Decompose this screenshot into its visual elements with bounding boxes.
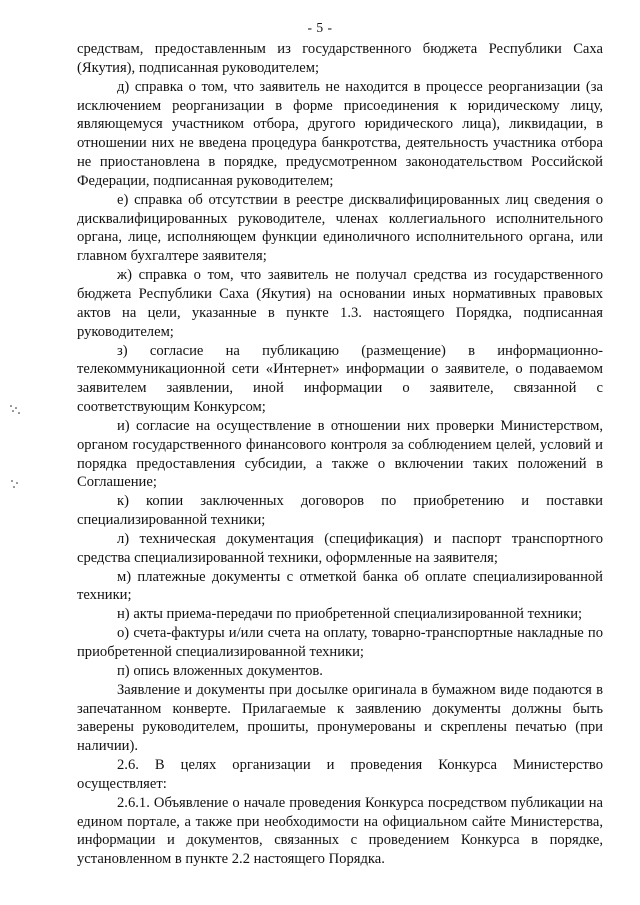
paragraph: 2.6. В целях организации и проведения Конкурса Министерство осуществляет:	[77, 757, 603, 792]
paragraph: д) справка о том, что заявитель не находится в процессе реорганизации (за исключением реорганизации в форме присоединения к юридическому лицу, являющемуся участником отбора, другого юридического лица), ликвидации, в отношении них не введена процедура банкротства, деятельность участника отбора не приостановлена в порядке, предусмотренном законодательством Российской Федерации, подписанная руководителем;	[77, 78, 603, 189]
paragraph: м) платежные документы с отметкой банка об оплате специализированной техники;	[77, 568, 603, 604]
paragraph: л) техническая документация (спецификация) и паспорт транспортного средства специализированной техники, оформленные на заявителя;	[77, 530, 603, 566]
paragraph: ж) справка о том, что заявитель не получал средства из государственного бюджета Республики Саха (Якутия) на основании иных нормативных правовых актов на цели, указанные в пункте 1.3. настоящего Порядка, подписанная руководителем;	[77, 267, 603, 340]
paragraph: к) копии заключенных договоров по приобретению и поставки специализированной техники;	[77, 493, 603, 529]
paragraph: н) акты приема-передачи по приобретенной специализированной техники;	[117, 606, 583, 623]
document-body	[77, 40, 603, 869]
scan-speck-lower	[8, 478, 22, 490]
paragraph: и) согласие на осуществление в отношении них проверки Министерством, органом государственного финансового контроля за соблюдением целей, условий и порядка предоставления субсидии, а также о включении таких положений в Соглашение;	[77, 417, 603, 491]
page-number: - 5 -	[307, 20, 333, 35]
paragraph: п) опись вложенных документов.	[117, 662, 323, 679]
paragraph: 2.6.1. Объявление о начале проведения Конкурса посредством публикации на едином портале, а также при необходимости на официальном сайте Министерства, информации и документов, связанных с проведением Конкурса в порядке, установленном в пункте 2.2 настоящего Порядка.	[77, 794, 603, 868]
scan-speck-upper	[8, 404, 22, 416]
paragraph: з) согласие на публикацию (размещение) в информационно-телекоммуникационной сети «Интернет» информации о заявителе, о подаваемом заявителем заявлении, иной информации о заявителе, связанной с соответствующим Конкурсом;	[77, 342, 603, 416]
paragraph: е) справка об отсутствии в реестре дисквалифицированных лиц сведения о дисквалифицированных руководителе, членах коллегиального исполнительного органа, лице, исполняющем функции единоличного исполнительного органа, или главном бухгалтере заявителя;	[77, 191, 603, 265]
paragraph: Заявление и документы при досылке оригинала в бумажном виде подаются в запечатанном конверте. Прилагаемые к заявлению документы должны быть заверены руководителем, прошиты, пронумерованы и скреплены печатью (при наличии).	[77, 681, 603, 755]
paragraph: средствам, предоставленным из государственного бюджета Республики Саха (Якутия), подписанная руководителем;	[77, 41, 603, 76]
paragraph: о) счета-фактуры и/или счета на оплату, товарно-транспортные накладные по приобретенной специализированной техники;	[77, 625, 603, 660]
